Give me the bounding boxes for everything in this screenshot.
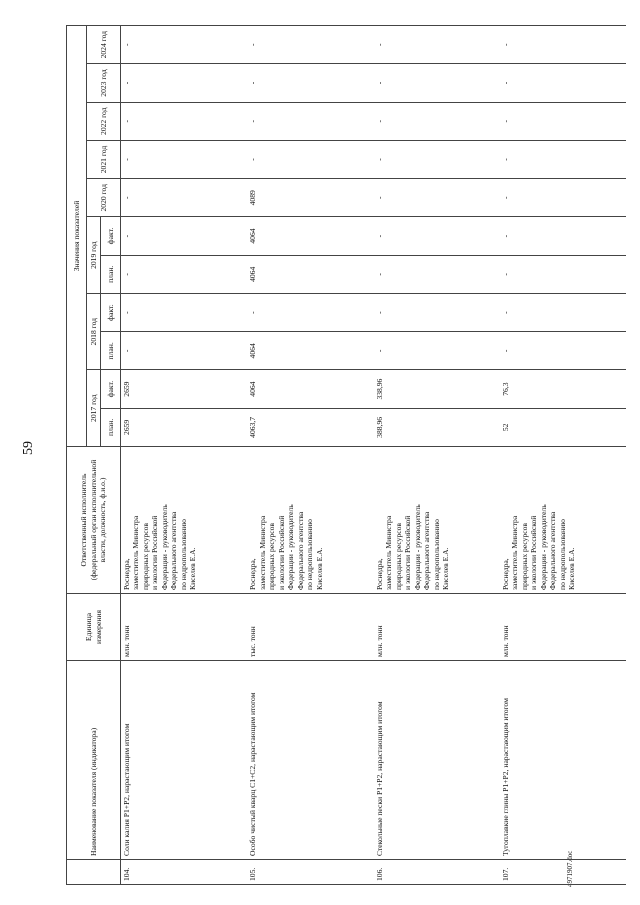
unit-of-measure: млн. тонн — [121, 594, 248, 661]
header-2018: 2018 год — [87, 293, 101, 370]
responsible-line: Роснедра, — [500, 558, 510, 590]
rotated-table-container — [66, 25, 626, 885]
indicator-name: Соли калия Р1+Р2, нарастающим итогом — [121, 661, 248, 860]
value-p2019: - — [121, 255, 248, 293]
header-unit: Единица измерения — [67, 594, 121, 661]
header-2023: 2023 год — [87, 64, 121, 102]
value-v2024: - — [247, 26, 373, 64]
header-2017-fact: факт. — [101, 370, 121, 408]
responsible-line: природных ресурсов — [267, 523, 277, 590]
responsible-line: заместитель Министра — [257, 515, 267, 590]
responsible-line: заместитель Министра — [510, 515, 520, 590]
value-f2017: 76,3 — [500, 370, 626, 408]
header-2019: 2019 год — [87, 217, 101, 294]
table-row — [247, 26, 373, 885]
value-v2023: - — [247, 64, 373, 102]
responsible-line: Роснедра, — [122, 558, 131, 590]
value-v2024: - — [121, 26, 248, 64]
value-f2019: - — [500, 217, 626, 255]
responsible-line: Федерального агентства — [548, 511, 558, 590]
header-2017: 2017 год — [87, 370, 101, 447]
value-f2017: 4064 — [247, 370, 373, 408]
responsible-line: Киселев Е.А. — [188, 547, 198, 590]
table-row — [121, 26, 248, 885]
responsible-line: Киселев Е.А. — [314, 547, 324, 590]
value-p2019: - — [374, 255, 500, 293]
responsible-line: и экологии Российской — [276, 515, 286, 590]
row-number: 105. — [247, 860, 373, 885]
row-number: 106. — [374, 860, 500, 885]
responsible-line: природных ресурсов — [519, 523, 529, 590]
responsible-line: Федерации - руководитель — [159, 504, 169, 590]
header-name: Наименование показателя (индикатора) — [67, 661, 121, 860]
responsible-line: Киселев Е.А. — [567, 547, 577, 590]
responsible-line: Киселев Е.А. — [441, 547, 451, 590]
unit-of-measure: тыс. тонн — [247, 594, 373, 661]
table-row — [374, 26, 500, 885]
value-f2018: - — [500, 293, 626, 331]
document-code: 4971907.doc — [566, 850, 574, 887]
value-v2024: - — [500, 26, 626, 64]
responsible-executor — [121, 447, 248, 594]
responsible-line: по недропользованию — [557, 519, 567, 590]
responsible-line: Роснедра, — [248, 558, 258, 590]
responsible-line: Федерального агентства — [422, 511, 432, 590]
responsible-line: Федерации - руководитель — [286, 504, 296, 590]
value-f2017: 2659 — [121, 370, 248, 408]
value-v2021: - — [500, 140, 626, 178]
indicator-name: Тугоплавкие глины Р1+Р2, нарастающим итогом — [500, 661, 626, 860]
unit-of-measure: млн. тонн — [500, 594, 626, 661]
value-v2022: - — [121, 102, 248, 140]
value-v2023: - — [374, 64, 500, 102]
value-v2020: - — [121, 179, 248, 217]
responsible-line: Роснедра, — [374, 558, 384, 590]
responsible-line: природных ресурсов — [140, 523, 150, 590]
value-p2018: - — [121, 332, 248, 370]
value-f2018: - — [121, 293, 248, 331]
value-f2018: - — [247, 293, 373, 331]
responsible-line: и экологии Российской — [529, 515, 539, 590]
value-p2019: - — [500, 255, 626, 293]
value-f2019: 4064 — [247, 217, 373, 255]
responsible-line: Федерации - руководитель — [412, 504, 422, 590]
value-v2020: - — [374, 179, 500, 217]
value-p2017: 2659 — [121, 408, 248, 446]
value-p2018: - — [500, 332, 626, 370]
responsible-line: и экологии Российской — [150, 515, 160, 590]
header-2020: 2020 год — [87, 179, 121, 217]
indicator-name: Особо чистый кварц С1+С2, нарастающим итогом — [247, 661, 373, 860]
unit-of-measure: млн. тонн — [374, 594, 500, 661]
value-p2018: 4064 — [247, 332, 373, 370]
value-v2022: - — [247, 102, 373, 140]
responsible-line: по недропользованию — [431, 519, 441, 590]
page-number: 59 — [21, 441, 36, 455]
responsible-executor — [500, 447, 626, 594]
value-f2018: - — [374, 293, 500, 331]
header-2019-plan: план. — [101, 255, 121, 293]
responsible-line: по недропользованию — [178, 519, 188, 590]
responsible-line: Федерации - руководитель — [538, 504, 548, 590]
header-2018-fact: факт. — [101, 293, 121, 331]
value-p2019: 4064 — [247, 255, 373, 293]
value-v2022: - — [500, 102, 626, 140]
value-v2021: - — [247, 140, 373, 178]
header-2019-fact: факт. — [101, 217, 121, 255]
value-v2020: - — [500, 179, 626, 217]
value-v2021: - — [121, 140, 248, 178]
responsible-executor — [247, 447, 373, 594]
row-number: 104. — [121, 860, 248, 885]
header-2024: 2024 год — [87, 26, 121, 64]
value-p2017: 52 — [500, 408, 626, 446]
value-v2024: - — [374, 26, 500, 64]
header-2018-plan: план. — [101, 332, 121, 370]
value-v2023: - — [500, 64, 626, 102]
value-f2019: - — [374, 217, 500, 255]
value-v2020: 4089 — [247, 179, 373, 217]
responsible-executor — [374, 447, 500, 594]
header-2022: 2022 год — [87, 102, 121, 140]
value-f2019: - — [121, 217, 248, 255]
table-header — [67, 26, 121, 885]
responsible-line: по недропользованию — [305, 519, 315, 590]
value-f2017: 338,96 — [374, 370, 500, 408]
responsible-line: Федерального агентства — [295, 511, 305, 590]
header-2021: 2021 год — [87, 140, 121, 178]
table-row — [500, 26, 626, 885]
responsible-line: природных ресурсов — [393, 523, 403, 590]
header-responsible: Ответственный исполнитель (федеральный орган исполнительной власти, должность, ф.и.о.) — [67, 447, 121, 594]
value-p2017: 388,96 — [374, 408, 500, 446]
responsible-line: заместитель Министра — [384, 515, 394, 590]
value-v2021: - — [374, 140, 500, 178]
responsible-line: и экологии Российской — [403, 515, 413, 590]
indicators-table — [66, 25, 626, 885]
row-number: 107. — [500, 860, 626, 885]
header-2017-plan: план. — [101, 408, 121, 446]
indicator-name: Стекольные пески Р1+Р2, нарастающим итогом — [374, 661, 500, 860]
value-v2023: - — [121, 64, 248, 102]
responsible-line: заместитель Министра — [131, 515, 141, 590]
value-p2017: 4063,7 — [247, 408, 373, 446]
responsible-line: Федерального агентства — [169, 511, 179, 590]
table-body — [121, 26, 627, 885]
value-v2022: - — [374, 102, 500, 140]
value-p2018: - — [374, 332, 500, 370]
header-values-group: Значения показателей — [67, 26, 87, 447]
header-num — [67, 860, 121, 885]
